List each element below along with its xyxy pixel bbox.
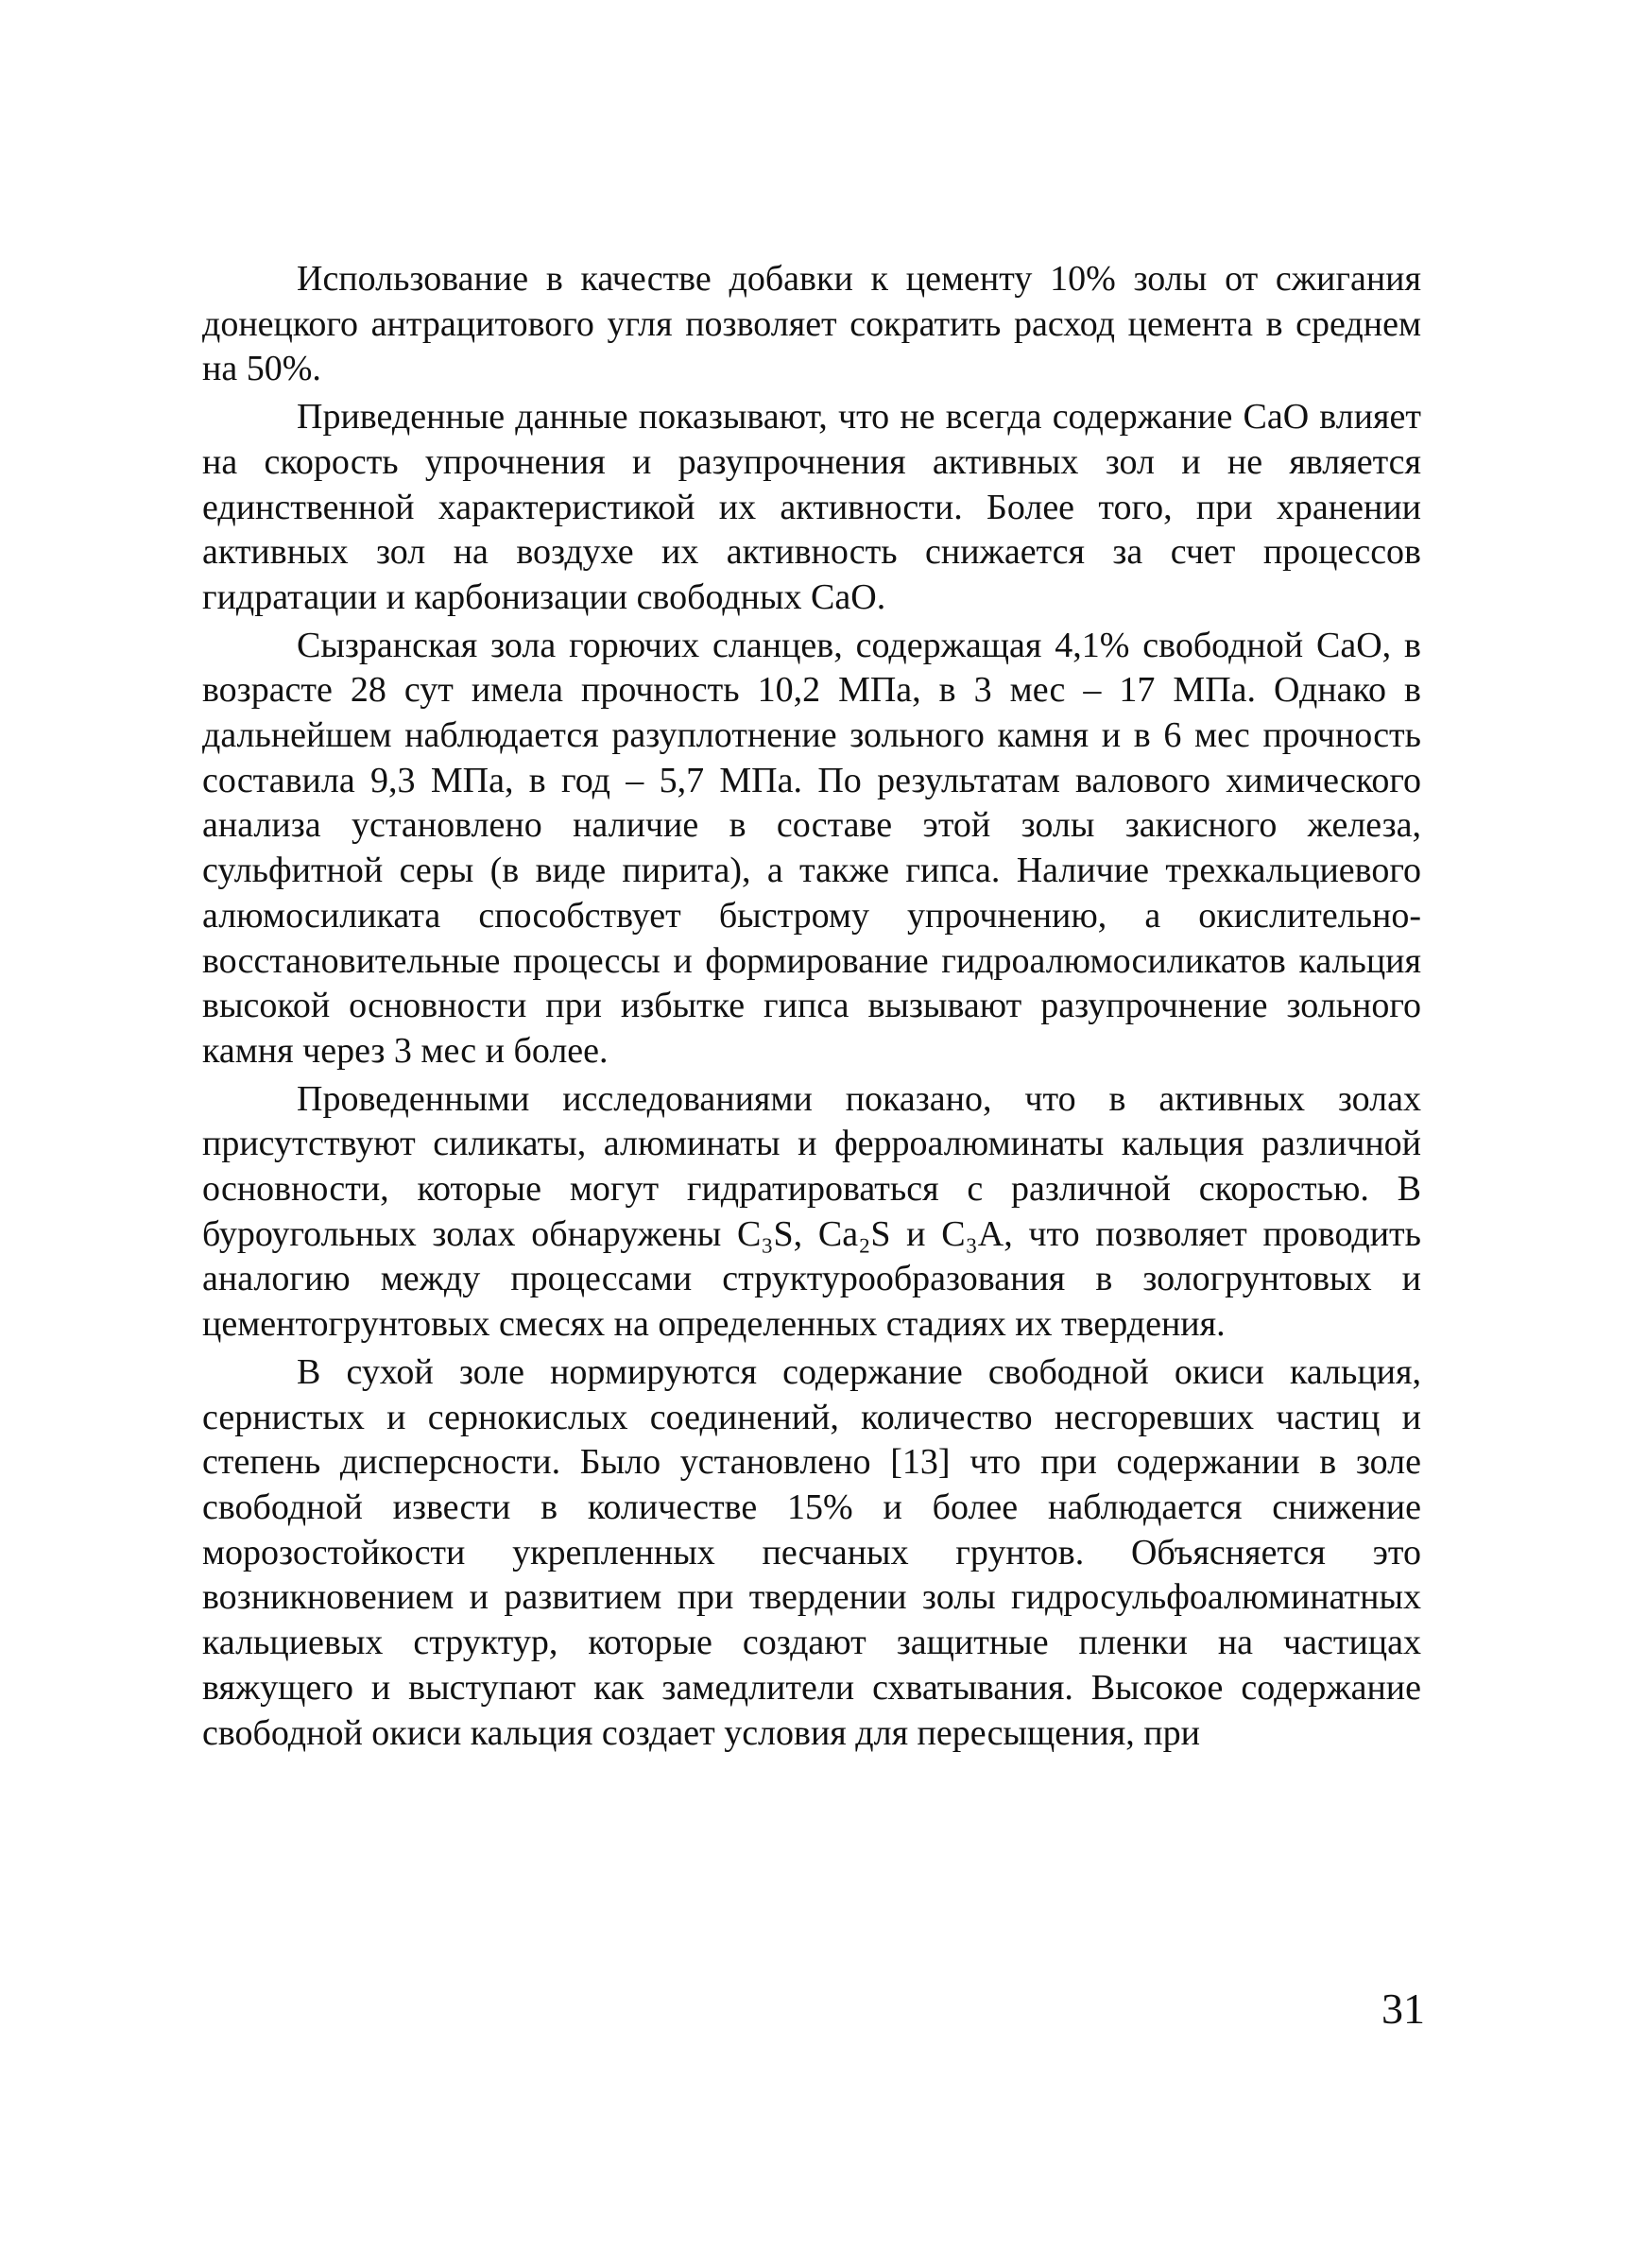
- paragraph-5: В сухой золе нормируются содержание свободной окиси кальция, сернистых и сернокислых соединений, количество несгоревших частиц и степень дисперсности. Было установлено [13] что при содержании в золе свободной извести в количестве 15% и более наблюдается снижение морозостойкости укрепленных песчаных грунтов. Объясняется это возникновением и развитием при твердении золы гидросульфоалюминатных кальциевых структур, которые создают защитные пленки на частицах вяжущего и выступают как замедлители схватывания. Высокое содержание свободной окиси кальция создает условия для пересыщения, при: [202, 1351, 1421, 1753]
- page-number: 31: [1381, 1984, 1425, 2033]
- paragraph-1: Использование в качестве добавки к цементу 10% золы от сжигания донецкого антрацитового угля позволяет сократить расход цемента в среднем на 50%.: [202, 259, 1421, 389]
- paragraph-3: Сызранская зола горючих сланцев, содержащая 4,1% свободной CaO, в возрасте 28 сут имела прочность 10,2 МПа, в 3 мес – 17 МПа. Однако в дальнейшем наблюдается разуплотнение зольного камня и в 6 мес прочность составила 9,3 МПа, в год – 5,7 МПа. По результатам валового химического анализа установлено наличие в составе этой золы закисного железа, сульфитной серы (в виде пирита), а также гипса. Наличие трехкальциевого алюмосиликата способствует быстрому упрочнению, а окислительно-восстановительные процессы и формирование гидроалюмосиликатов кальция высокой основности при избытке гипса вызывают разупрочнение зольного камня через 3 мес и более.: [202, 625, 1421, 1071]
- body-text: [202, 257, 1421, 1759]
- paragraph-4: Проведенными исследованиями показано, что в активных золах присутствуют силикаты, алюминаты и ферроалюминаты кальция различной основности, которые могут гидратироваться с различной скоростью. В буроугольных золах обнаружены C₃S, Ca₂S и C₃A, что позволяет проводить аналогию между процессами структурообразования в зологрунтовых и цементогрунтовых смесях на определенных стадиях их твердения.: [202, 1078, 1421, 1345]
- paragraph-2: Приведенные данные показывают, что не всегда содержание CaO влияет на скорость упрочнения и разупрочнения активных зол и не является единственной характеристикой их активности. Более того, при хранении активных зол на воздухе их активность снижается за счет процессов гидратации и карбонизации свободных CaO.: [202, 397, 1421, 617]
